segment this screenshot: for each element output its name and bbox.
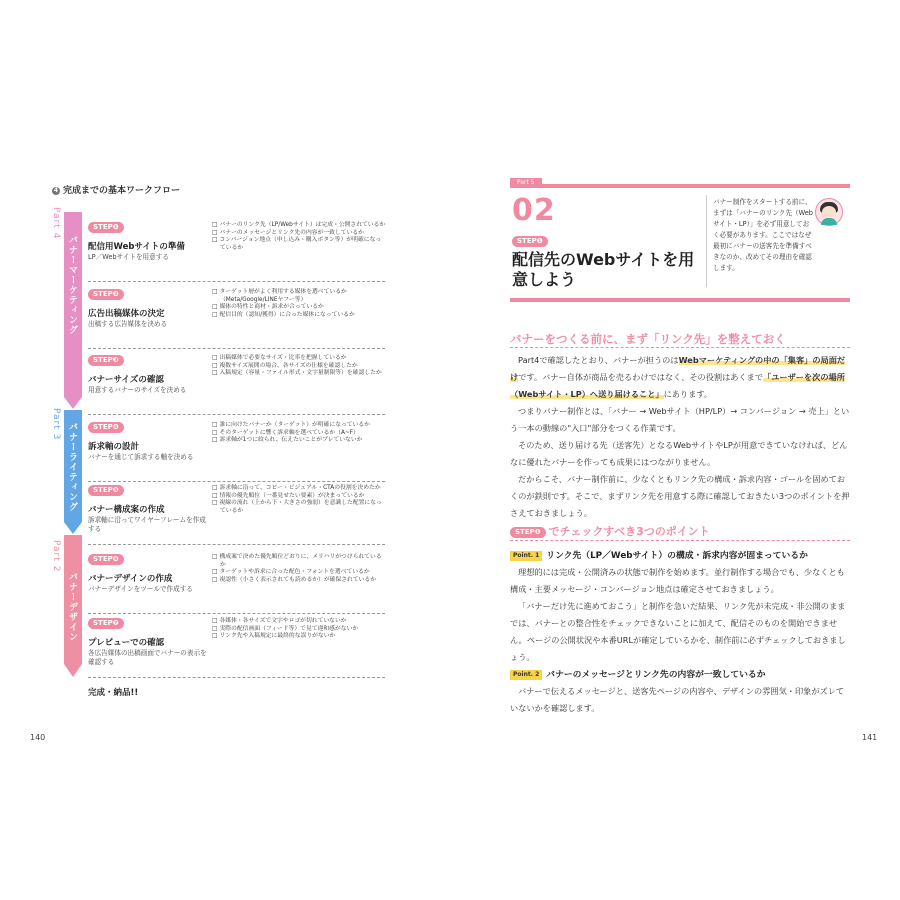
workflow-step bbox=[88, 422, 385, 479]
point-2-tag: Point. 2 bbox=[510, 670, 542, 680]
arrow-text-part4: バナーマーケティング bbox=[67, 235, 77, 335]
checklist-item: □ 各媒体・各サイズで文字やロゴが切れていないか bbox=[212, 618, 386, 626]
part-tag: Part 5 bbox=[510, 178, 542, 188]
step-divider bbox=[88, 348, 385, 349]
checklist-item: □ そのターゲットに響く訴求軸を選べているか（A~F） bbox=[212, 430, 386, 438]
side-note: バナー制作をスタートする前に、まずは「バナーのリンク先（Webサイト・LP）」を必ず用意しておく必要があります。ここではなぜ最初にバナーの送客先を準備すべきなのか、改めてその理由を確認します。 bbox=[713, 198, 813, 272]
header-divider bbox=[706, 195, 707, 287]
checklist-item: □ 構成案で決めた優先順位どおりに、メリハリがつけられているか bbox=[212, 554, 386, 569]
author-avatar-icon bbox=[815, 198, 843, 226]
paragraph-2: つまりバナー制作とは、「バナー → Webサイト（HP/LP）→ コンバージョン → 売上」という一本の動線の"入口"部分をつくる作業です。 bbox=[510, 406, 850, 433]
part-label-4: Part 4 bbox=[51, 207, 61, 240]
flow-title bbox=[52, 183, 180, 196]
point-2-heading bbox=[510, 667, 766, 680]
arrow-text-part3: バナーライティング bbox=[67, 422, 77, 512]
workflow-step bbox=[88, 554, 385, 611]
flow-title-text: 完成までの基本ワークフロー bbox=[63, 186, 181, 196]
step-checklist bbox=[212, 554, 386, 584]
checklist-item: □ 訴求軸に沿って、コピー・ビジュアル・CTAの役割を決めたか bbox=[212, 485, 386, 493]
page-number-right: 141 bbox=[862, 733, 878, 742]
step-badge: STEP❶ bbox=[88, 222, 124, 233]
step-name: 訴求軸の設計 bbox=[88, 442, 140, 452]
step-checklist bbox=[212, 289, 386, 319]
step-name: 広告出稿媒体の決定 bbox=[88, 309, 165, 319]
step-badge: STEP❻ bbox=[88, 554, 124, 565]
checklist-item: □ 情報の優先順位（一番見せたい要素）が決まっているか bbox=[212, 493, 386, 501]
step-name: バナーデザインの作成 bbox=[88, 574, 173, 584]
workflow-step bbox=[88, 485, 385, 542]
checklist-item: □ 訴求軸が1つに絞られ、伝えたいことがブレていないか bbox=[212, 437, 386, 445]
step-name: プレビューでの確認 bbox=[88, 638, 165, 648]
checklist-item: □ 実際の配信画面（フィード等）で見て違和感がないか bbox=[212, 626, 386, 634]
step-name: 配信用Webサイトの準備 bbox=[88, 242, 185, 252]
subsection-rule bbox=[510, 540, 850, 541]
paragraph-4: だからこそ、バナー制作前に、少なくともリンク先の構成・訴求内容・ゴールを固めておくのが鉄則です。そこで、まずリンク先を用意する際に確認しておきたい3つのポイントを押さえておきましょう。 bbox=[510, 474, 850, 518]
step-divider bbox=[88, 281, 385, 282]
step-badge: STEP❹ bbox=[88, 422, 124, 433]
chapter-step-badge: STEP❶ bbox=[512, 236, 548, 247]
checklist-item: □ ターゲット層がよく利用する媒体を選べているか（Meta/Google/LINEヤフー等） bbox=[212, 289, 386, 304]
part-label-3: Part 3 bbox=[51, 408, 61, 441]
header-rule-top bbox=[510, 184, 850, 188]
point-1-heading bbox=[510, 548, 808, 561]
point-1-body-2: 「バナーだけ先に進めておこう」と制作を急いだ結果、リンク先が未完成・非公開のままでは、バナーとの整合性をチェックできないことに加えて、配信そのものを開始できません。ページの公開状況や本番URLが確定しているかを、制作前に必ずチェックしておきましょう。 bbox=[510, 601, 846, 662]
subsection-title-text: でチェックすべき3つのポイント bbox=[548, 525, 710, 538]
step-badge: STEP❸ bbox=[88, 355, 124, 366]
step-name: バナー構成案の作成 bbox=[88, 505, 165, 515]
workflow-step bbox=[88, 289, 385, 346]
subsection-title bbox=[510, 523, 710, 539]
step-divider bbox=[88, 613, 385, 614]
checklist-item: □ 複数サイズ展開の場合、各サイズの仕様を確認したか bbox=[212, 363, 386, 371]
chapter-number: 02 bbox=[512, 193, 556, 228]
step-description: 訴求軸に沿ってワイヤーフレームを作成する bbox=[88, 516, 206, 533]
checklist-item: □ コンバージョン地点（申し込み・購入ボタン等）が明確になっているか bbox=[212, 237, 386, 252]
step-description: 出稿する広告媒体を決める bbox=[88, 320, 168, 328]
point-2-title: バナーのメッセージとリンク先の内容が一致しているか bbox=[546, 670, 766, 680]
step-divider bbox=[88, 677, 385, 678]
workflow-step bbox=[88, 618, 385, 675]
info-icon: 4 bbox=[53, 187, 59, 194]
step-divider bbox=[88, 544, 385, 545]
header-rule-bottom bbox=[510, 298, 850, 302]
arrow-text-part2: バナーデザイン bbox=[67, 572, 77, 642]
checklist-item: □ 入稿規定（容量・ファイル形式・文字量制限等）を確認したか bbox=[212, 370, 386, 378]
paragraph-3: そのため、送り届ける先（送客先）となるWebサイトやLPが用意できていなければ、どんなに優れたバナーを作っても成果にはつながりません。 bbox=[510, 440, 848, 467]
checklist-item: □ 誰に向けたバナーか（ターゲット）が明確になっているか bbox=[212, 422, 386, 430]
step-description: バナーを通じて訴求する軸を決める bbox=[88, 453, 194, 461]
checklist-item: □ 配信目的（認知/獲得）に合った媒体になっているか bbox=[212, 312, 386, 320]
step-checklist bbox=[212, 485, 386, 515]
step-checklist bbox=[212, 355, 386, 378]
section-rule bbox=[510, 347, 850, 348]
checklist-item: □ ターゲットや訴求に合った配色・フォントを選べているか bbox=[212, 569, 386, 577]
chapter-title: 配信先のWebサイトを用意しよう bbox=[512, 250, 695, 289]
step-checklist bbox=[212, 422, 386, 445]
checklist-item: □ バナーのメッセージとリンク先の内容が一致しているか bbox=[212, 230, 386, 238]
section-title: バナーをつくる前に、まず「リンク先」を整えておく bbox=[510, 332, 786, 346]
paragraph-1: Part4で確認したとおり、バナーが担うのはWebマーケティングの中の「集客」の局面だけです。バナー自体が商品を売るわけではなく、その役割はあくまで「ユーザーを次の場所（Webサイト・LP）へ送り届けること」にあります。 bbox=[510, 355, 846, 399]
point-1-title: リンク先（LP／Webサイト）の構成・訴求内容が固まっているか bbox=[546, 551, 808, 561]
checklist-item: □ バナーのリンク先（LP/Webサイト）は完成・公開されているか bbox=[212, 222, 386, 230]
step-description: 用意するバナーのサイズを決める bbox=[88, 386, 187, 394]
checklist-item: □ 視線の流れ（上から下・大きさの強弱）を意識した配置になっているか bbox=[212, 500, 386, 515]
checklist-item: □ 出稿媒体で必要なサイズ・比率を把握しているか bbox=[212, 355, 386, 363]
point-1-tag: Point. 1 bbox=[510, 551, 542, 561]
point-1-body-1: 理想的には完成・公開済みの状態で制作を始めます。並行制作する場合でも、少なくとも構成・主要メッセージ・コンバージョン地点は確定させておきましょう。 bbox=[510, 567, 845, 594]
checklist-item: □ リンク先や入稿規定に最終的な誤りがないか bbox=[212, 633, 386, 641]
workflow-step bbox=[88, 355, 385, 412]
subsection-step-badge: STEP❶ bbox=[510, 527, 546, 538]
page-number-left: 140 bbox=[30, 733, 46, 742]
workflow-step bbox=[88, 222, 385, 279]
step-checklist bbox=[212, 618, 386, 641]
step-divider bbox=[88, 481, 385, 482]
step-divider bbox=[88, 414, 385, 415]
step-description: 各広告媒体の出稿画面でバナーの表示を確認する bbox=[88, 649, 207, 666]
part-label-2: Part 2 bbox=[51, 540, 61, 573]
step-description: LP／Webサイトを用意する bbox=[88, 253, 169, 261]
checklist-item: □ 視認性（小さく表示されても読めるか）が確保されているか bbox=[212, 577, 386, 585]
point-2-body-1: バナーで伝えるメッセージと、送客先ページの内容や、デザインの雰囲気・印象がズレていないかを確認します。 bbox=[510, 686, 845, 713]
step-badge: STEP❷ bbox=[88, 289, 124, 300]
checklist-item: □ 媒体の特性と商材・訴求が合っているか bbox=[212, 304, 386, 312]
step-checklist bbox=[212, 222, 386, 252]
step-badge: STEP❼ bbox=[88, 618, 124, 629]
step-description: バナーデザインをツールで作成する bbox=[88, 585, 193, 593]
step-name: バナーサイズの確認 bbox=[88, 375, 164, 385]
step-badge: STEP❺ bbox=[88, 485, 124, 496]
done-label: 完成・納品!! bbox=[88, 688, 139, 698]
